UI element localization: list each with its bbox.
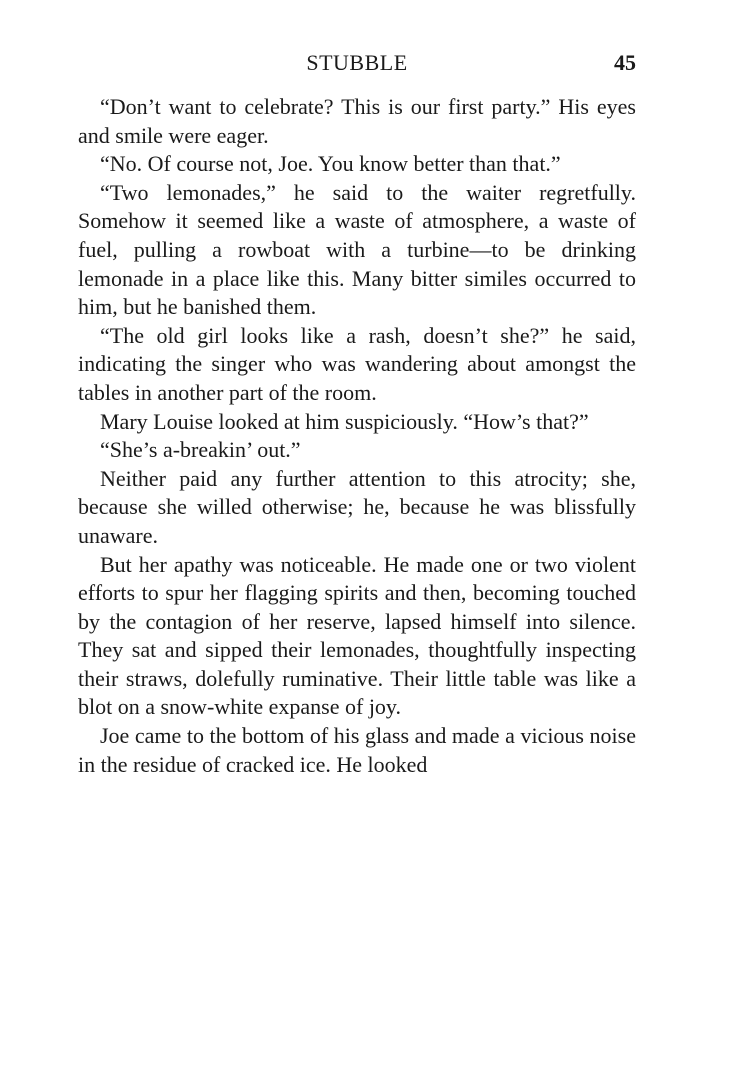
paragraph: “No. Of course not, Joe. You know better than that.”	[100, 151, 561, 177]
paragraph: Mary Louise looked at him suspiciously. “How’s that?”	[100, 408, 589, 434]
paragraph: “She’s a-breakin’ out.”	[100, 437, 301, 463]
body-text	[78, 93, 636, 779]
running-header	[78, 50, 636, 82]
paragraph: Joe came to the bottom of his glass and made a vicious noise in the residue of cracked ice. He looked	[78, 723, 636, 777]
paragraph: “The old girl looks like a rash, doesn’t she?” he said, indicating the singer who was wandering about amongst the tables in another part of the room.	[78, 322, 636, 405]
paragraph: “Don’t want to celebrate? This is our first party.” His eyes and smile were eager.	[78, 94, 636, 148]
paragraph: Neither paid any further attention to this atrocity; she, because she willed otherwise; he, because he was blissfully unaware.	[78, 465, 636, 548]
paragraph: “Two lemonades,” he said to the waiter regretfully. Somehow it seemed like a waste of atmosphere, a waste of fuel, pulling a rowboat with a turbine—to be drinking lemonade in a place like this. Many bitter similes occurred to him, but he banished them.	[78, 179, 636, 320]
running-title: STUBBLE	[306, 50, 408, 75]
paragraph: But her apathy was noticeable. He made one or two violent efforts to spur her flagging spirits and then, becoming touched by the contagion of her reserve, lapsed himself into silence. They sat and sipped their lemonades, thoughtfully inspecting their straws, dolefully ruminative. Their little table was like a blot on a snow-white expanse of joy.	[78, 551, 636, 720]
page-number: 45	[614, 50, 636, 75]
